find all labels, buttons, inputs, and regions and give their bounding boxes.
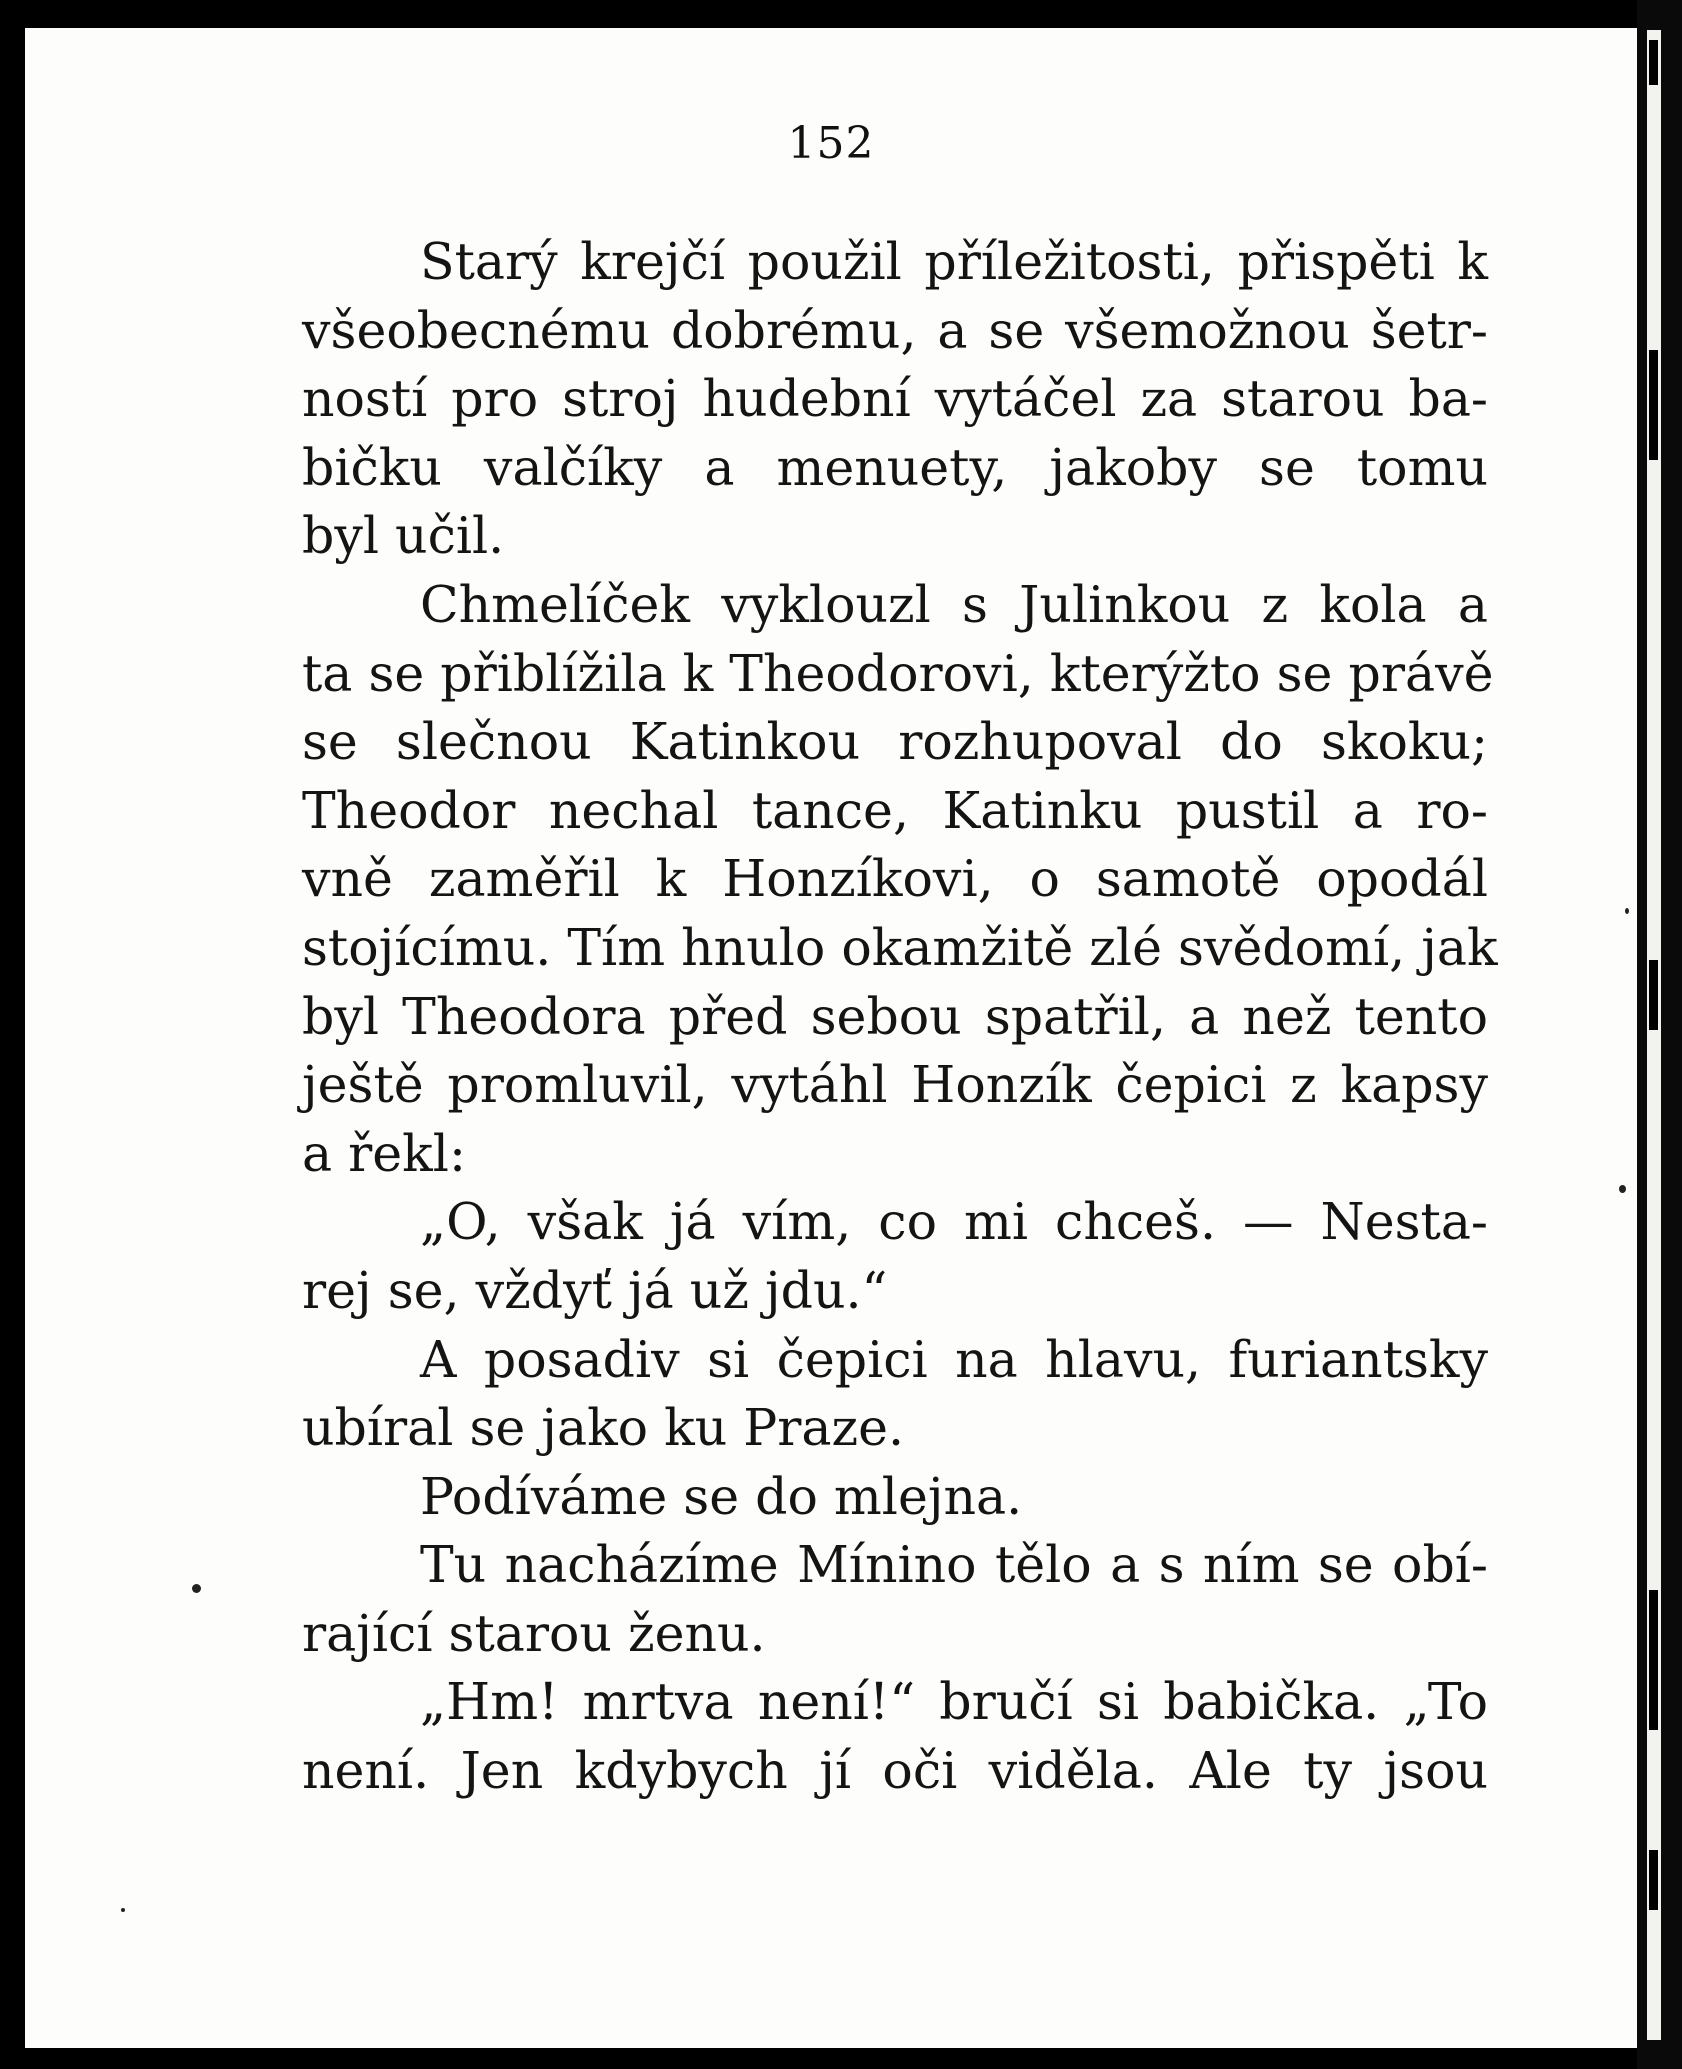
- text-line: a řekl:: [302, 1123, 466, 1183]
- text-line: není. Jen kdybych jí oči viděla. Ale ty jsou: [302, 1741, 1488, 1801]
- body-text: [302, 228, 1498, 1806]
- text-line: se slečnou Katinkou rozhupoval do skoku;: [302, 712, 1488, 772]
- text-line: ta se přiblížila k Theodorovi, kterýžto se právě: [302, 643, 1494, 703]
- edge-mark: [1649, 350, 1658, 460]
- text-line: rej se, vždyť já už jdu.“: [302, 1260, 888, 1320]
- text-line: „O, však já vím, co mi chceš. — Nesta-: [420, 1192, 1488, 1252]
- text-line: ubíral se jako ku Praze.: [302, 1398, 905, 1458]
- page-edge-scan-border: [1637, 0, 1682, 2069]
- text-line: „Hm! mrtva není!“ bručí si babička. „To: [420, 1672, 1488, 1732]
- text-line: A posadiv si čepici na hlavu, furiantsky: [420, 1329, 1488, 1389]
- text-line: ností pro stroj hudební vytáčel za starou ba-: [302, 369, 1488, 429]
- text-line: ještě promluvil, vytáhl Honzík čepici z kapsy: [302, 1055, 1488, 1115]
- page-number: 152: [787, 118, 875, 169]
- page-edge-strip: [1647, 30, 1661, 2040]
- text-line: vně zaměřil k Honzíkovi, o samotě opodál: [302, 849, 1488, 909]
- text-line: stojícímu. Tím hnulo okamžitě zlé svědomí, jak: [302, 917, 1498, 977]
- print-speck: [192, 1584, 201, 1593]
- edge-mark: [1649, 40, 1658, 85]
- edge-mark: [1649, 960, 1658, 1030]
- edge-mark: [1649, 1590, 1658, 1730]
- text-line: všeobecnému dobrému, a se všemožnou šetr-: [302, 300, 1488, 360]
- print-speck: [121, 1908, 125, 1912]
- edge-mark: [1649, 1850, 1658, 1910]
- text-line: Tu nacházíme Mínino tělo a s ním se obí-: [420, 1535, 1488, 1595]
- text-line: Theodor nechal tance, Katinku pustil a ro-: [302, 780, 1488, 840]
- text-line: byl Theodora před sebou spatřil, a než tento: [302, 986, 1488, 1046]
- text-line: Starý krejčí použil příležitosti, přispěti k: [420, 232, 1488, 291]
- book-page: [25, 28, 1637, 2048]
- text-line: rající starou ženu.: [302, 1603, 766, 1663]
- print-speck: [1625, 908, 1629, 914]
- text-line: bičku valčíky a menuety, jakoby se tomu: [302, 437, 1488, 497]
- text-line: byl učil.: [302, 506, 505, 566]
- text-line: Chmelíček vyklouzl s Julinkou z kola a: [420, 574, 1488, 634]
- text-line: Podíváme se do mlejna.: [420, 1466, 1023, 1526]
- print-speck: [1619, 1185, 1626, 1193]
